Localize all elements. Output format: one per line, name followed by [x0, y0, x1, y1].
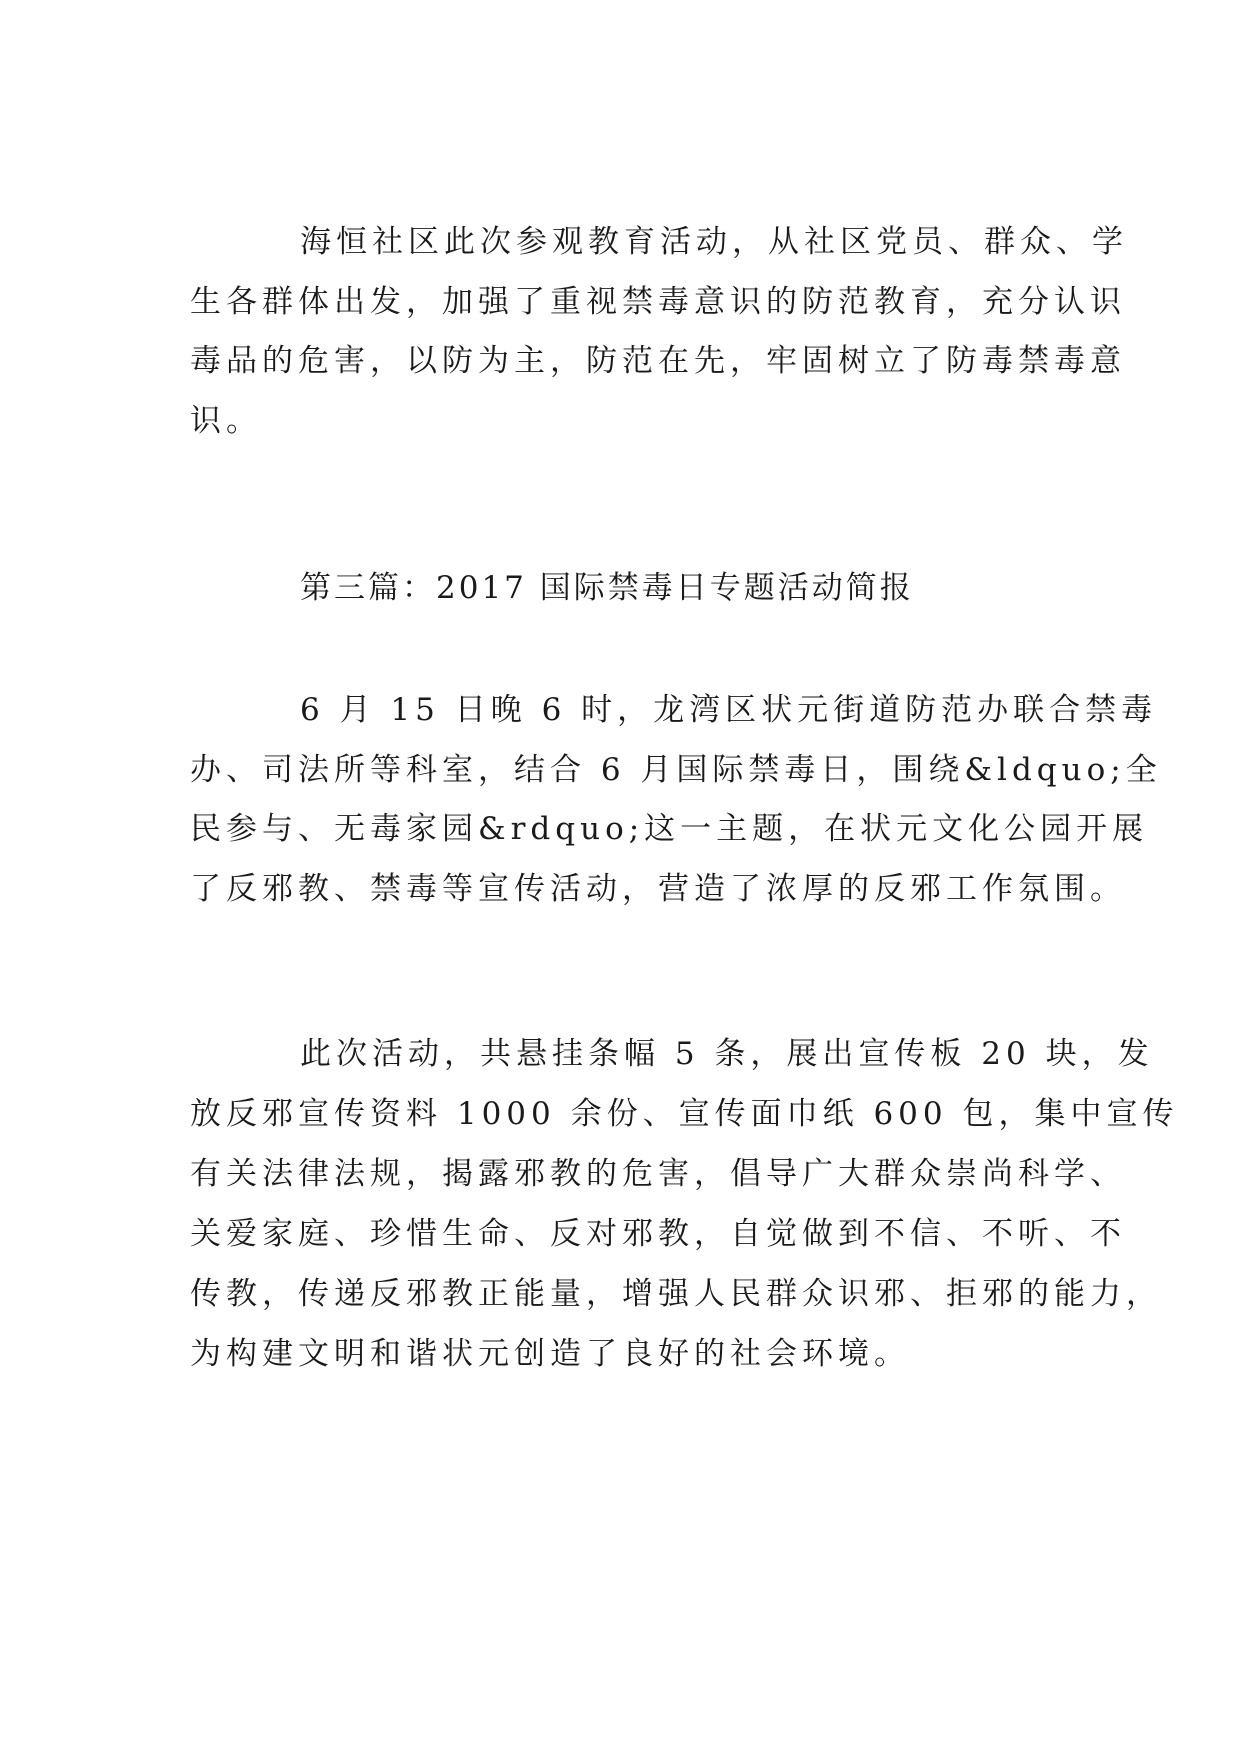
paragraph-1-line: 生各群体出发，加强了重视禁毒意识的防范教育，充分认识	[190, 284, 1126, 320]
paragraph-3-line: 放反邪宣传资料 1000 余份、宣传面巾纸 600 包，集中宣传	[190, 1096, 1179, 1132]
paragraph-3-line: 此次活动，共悬挂条幅 5 条，展出宣传板 20 块，发	[300, 1036, 1154, 1072]
paragraph-3-line: 传教，传递反邪教正能量，增强人民群众识邪、拒邪的能力，	[190, 1276, 1162, 1312]
paragraph-2-line: 办、司法所等科室，结合 6 月国际禁毒日，围绕&ldquo;全	[190, 752, 1162, 788]
section-heading: 第三篇：2017 国际禁毒日专题活动简报	[300, 570, 914, 606]
paragraph-3-line: 有关法律法规，揭露邪教的危害，倡导广大群众崇尚科学、	[190, 1156, 1126, 1192]
paragraph-3-line: 为构建文明和谐状元创造了良好的社会环境。	[190, 1336, 910, 1372]
paragraph-3-line: 关爱家庭、珍惜生命、反对邪教，自觉做到不信、不听、不	[190, 1216, 1126, 1252]
paragraph-1-line: 识。	[190, 403, 262, 439]
paragraph-2-line: 民参与、无毒家园&rdquo;这一主题，在状元文化公园开展	[190, 811, 1149, 847]
paragraph-1-line: 毒品的危害，以防为主，防范在先，牢固树立了防毒禁毒意	[190, 343, 1126, 379]
paragraph-2-line: 6 月 15 日晚 6 时，龙湾区状元街道防范办联合禁毒	[300, 692, 1158, 728]
paragraph-2-line: 了反邪教、禁毒等宣传活动，营造了浓厚的反邪工作氛围。	[190, 871, 1126, 907]
paragraph-1-line: 海恒社区此次参观教育活动，从社区党员、群众、学	[300, 224, 1128, 260]
